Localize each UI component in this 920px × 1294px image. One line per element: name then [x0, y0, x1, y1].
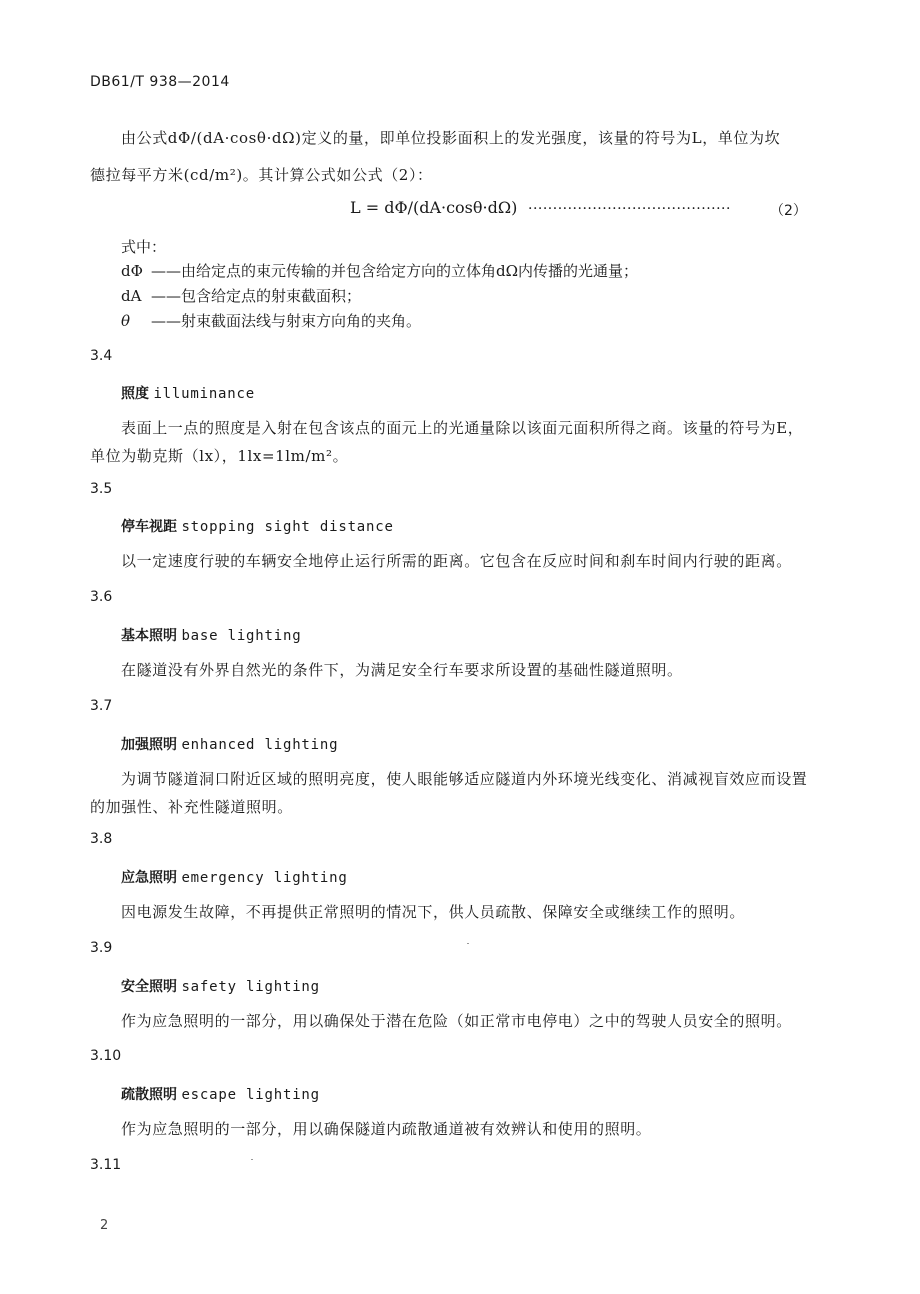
- where-symbol: dA: [121, 287, 142, 305]
- term-chinese: 加强照明: [121, 737, 177, 753]
- term-heading: [121, 1084, 320, 1104]
- formula-leader-dots: ·········································: [528, 201, 731, 217]
- term-english: enhanced lighting: [181, 737, 339, 753]
- where-label: 式中：: [121, 238, 167, 256]
- term-english: base lighting: [181, 628, 302, 644]
- term-english: emergency lighting: [181, 870, 348, 886]
- luminance-definition-line-2: 德拉每平方米(cd/m²)。其计算公式如公式（2）：: [90, 166, 433, 184]
- section-number: 3.11: [90, 1157, 122, 1173]
- where-description: ——由给定点的束元传输的并包含给定方向的立体角dΩ内传播的光通量；: [151, 262, 639, 280]
- section-number: 3.10: [90, 1048, 122, 1064]
- formula-number: （2）: [770, 203, 807, 219]
- term-english: illuminance: [153, 386, 255, 402]
- section-number: 3.6: [90, 589, 113, 605]
- definition-text: 作为应急照明的一部分，用以确保隧道内疏散通道被有效辨认和使用的照明。: [121, 1120, 652, 1138]
- term-heading: [121, 625, 301, 645]
- term-heading: [121, 516, 394, 536]
- term-chinese: 照度: [121, 386, 149, 402]
- term-english: escape lighting: [181, 1087, 320, 1103]
- formula-expression: L = dΦ/(dA·cosθ·dΩ): [350, 198, 518, 217]
- definition-text: 作为应急照明的一部分，用以确保处于潜在危险（如正常市电停电）之中的驾驶人员安全的照明。: [121, 1012, 792, 1030]
- definition-text: 以一定速度行驶的车辆安全地停止运行所需的距离。它包含在反应时间和刹车时间内行驶的距离。: [121, 552, 792, 570]
- definition-text: 为调节隧道洞口附近区域的照明亮度，使人眼能够适应隧道内外环境光线变化、消减视盲效应而设置的加强性、补充性隧道照明。: [90, 770, 808, 816]
- term-heading: [121, 976, 320, 996]
- term-chinese: 安全照明: [121, 979, 177, 995]
- where-item: [121, 285, 361, 306]
- scan-speck: [251, 1159, 253, 1160]
- section-number: 3.5: [90, 481, 113, 497]
- where-description: ——包含给定点的射束截面积；: [151, 287, 362, 305]
- where-item: [121, 310, 421, 331]
- page-number: 2: [100, 1218, 109, 1233]
- where-item: [121, 260, 638, 281]
- where-symbol: θ: [121, 312, 131, 330]
- where-description: ——射束截面法线与射束方向角的夹角。: [151, 312, 422, 330]
- section-number: 3.9: [90, 940, 113, 956]
- definition-text: 因电源发生故障，不再提供正常照明的情况下，供人员疏散、保障安全或继续工作的照明。: [121, 903, 746, 921]
- luminance-definition-line-1: 由公式dΦ/(dA·cosθ·dΩ)定义的量，即单位投影面积上的发光强度，该量的符号为L，单位为坎: [121, 129, 781, 147]
- section-number: 3.7: [90, 698, 113, 714]
- term-heading: [121, 383, 255, 403]
- section-number: 3.8: [90, 831, 113, 847]
- term-chinese: 疏散照明: [121, 1087, 177, 1103]
- term-chinese: 基本照明: [121, 628, 177, 644]
- standard-code-header: DB61/T 938—2014: [90, 74, 230, 90]
- definition-text: 表面上一点的照度是入射在包含该点的面元上的光通量除以该面元面积所得之商。该量的符号为E，单位为勒克斯（lx），1lx=1lm/m²。: [90, 419, 804, 465]
- scan-speck: [467, 943, 469, 944]
- term-english: safety lighting: [181, 979, 320, 995]
- definition-text: 在隧道没有外界自然光的条件下，为满足安全行车要求所设置的基础性隧道照明。: [121, 661, 683, 679]
- where-symbol: dΦ: [121, 262, 143, 280]
- section-number: 3.4: [90, 348, 113, 364]
- term-english: stopping sight distance: [181, 519, 394, 535]
- term-heading: [121, 734, 338, 754]
- term-chinese: 停车视距: [121, 519, 177, 535]
- term-chinese: 应急照明: [121, 870, 177, 886]
- term-heading: [121, 867, 348, 887]
